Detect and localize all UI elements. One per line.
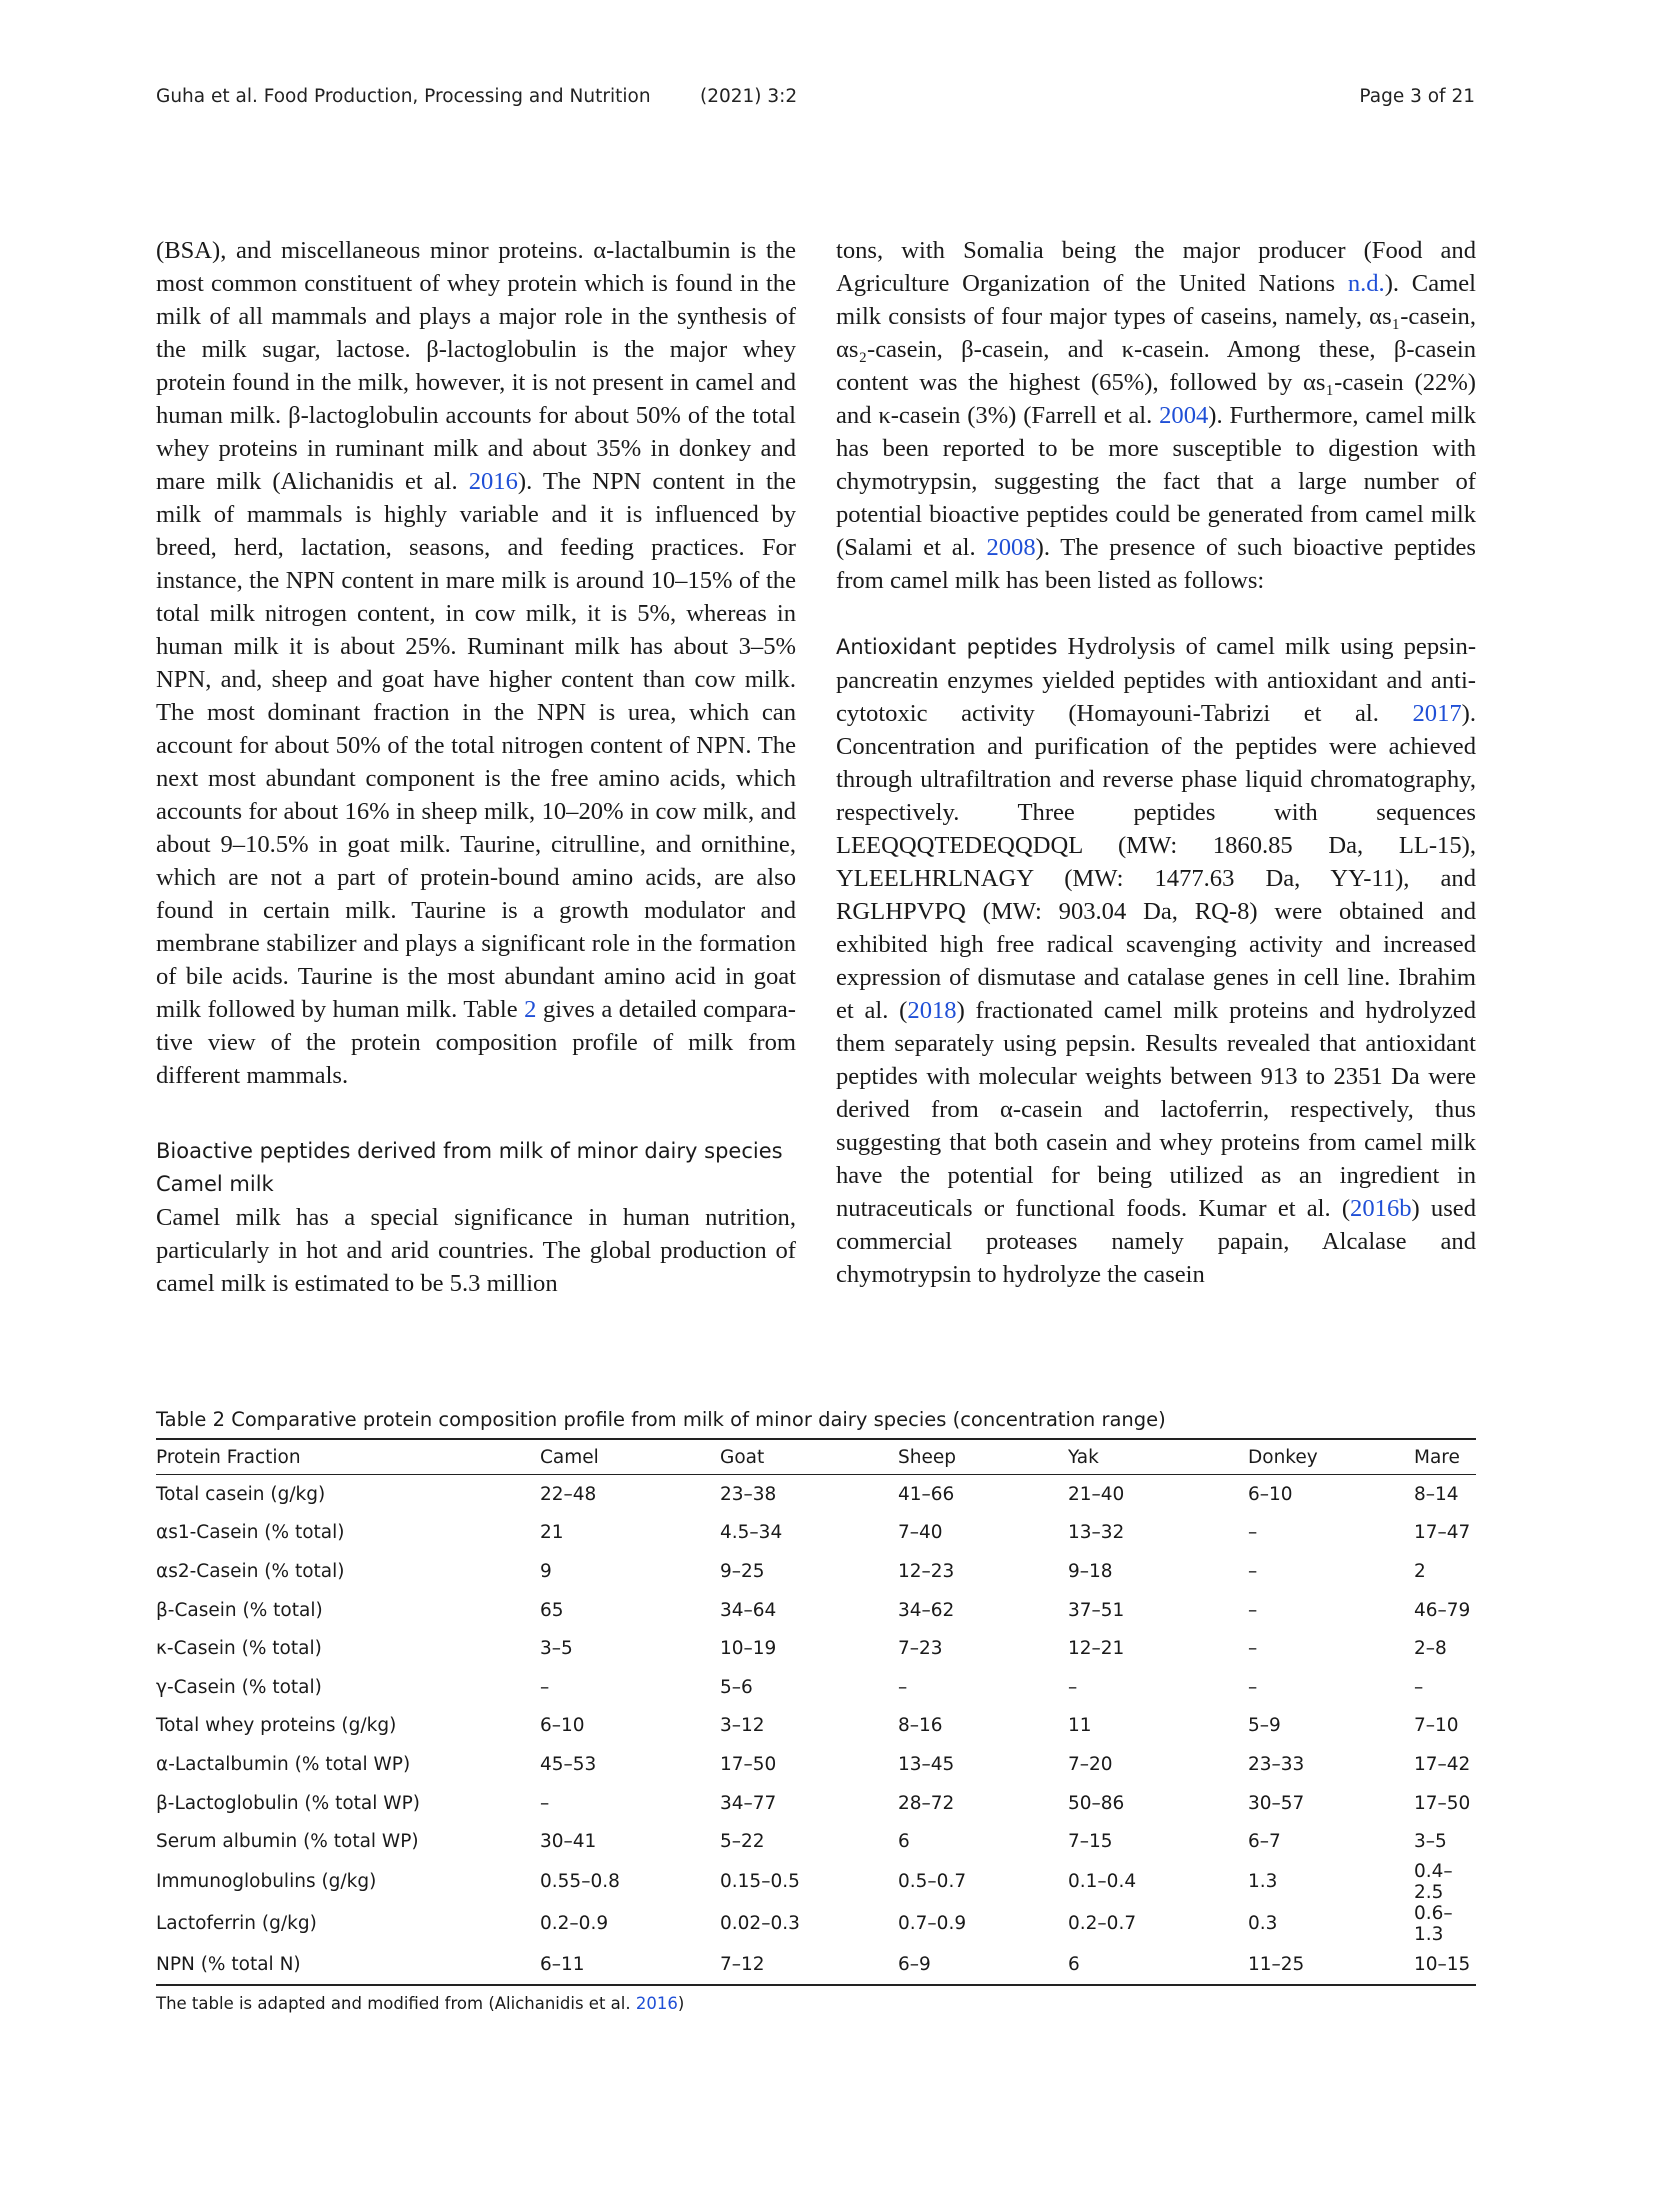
row-label-cell: β-Lactoglobulin (% total WP) [156,1792,420,1814]
value-cell: – [1248,1560,1258,1582]
column-header: Mare [1414,1439,1476,1475]
value-cell: 37–51 [1068,1599,1125,1621]
row-label-cell: Immunoglobulins (g/kg) [156,1871,377,1893]
table-row [156,1784,1476,1823]
citation-link[interactable]: 2004 [1159,402,1209,429]
value-cell: 6–9 [898,1953,931,1975]
value-cell: 34–64 [720,1599,777,1621]
value-cell: 0.02–0.3 [720,1913,800,1935]
value-cell: – [1068,1676,1078,1698]
value-cell: 34–62 [898,1599,955,1621]
value-cell: 50–86 [1068,1792,1125,1814]
protein-composition-table [156,1438,1476,1986]
row-label-cell: β-Casein (% total) [156,1599,323,1621]
value-cell: 17–50 [720,1753,777,1775]
value-cell: 11–25 [1248,1953,1305,1975]
page-header [156,86,1475,114]
value-cell: 13–32 [1068,1522,1125,1544]
value-cell: 45–53 [540,1753,597,1775]
row-label-cell: κ-Casein (% total) [156,1638,322,1660]
table-row [156,1552,1476,1591]
value-cell: 23–38 [720,1483,777,1505]
citation-link[interactable]: 2017 [1412,700,1462,727]
table-2 [156,1406,1476,2013]
table-row [156,1591,1476,1630]
value-cell: 3–12 [720,1715,765,1737]
value-cell: 17–47 [1414,1522,1471,1544]
value-cell: 0.2–0.7 [1068,1913,1137,1935]
value-cell: 6–7 [1248,1831,1281,1853]
value-cell: 11 [1068,1715,1092,1737]
table-caption: Table 2 Comparative protein composition profile from milk of minor dairy species (concentration range) [156,1408,1166,1431]
row-label-cell: γ-Casein (% total) [156,1676,322,1698]
value-cell: 23–33 [1248,1753,1305,1775]
subsection-heading: Camel milk [156,1172,274,1196]
column-header: Donkey [1248,1439,1414,1475]
value-cell: – [1248,1638,1258,1660]
value-cell: 9–25 [720,1560,765,1582]
value-cell: 0.15–0.5 [720,1871,800,1893]
value-cell: 0.5–0.7 [898,1871,967,1893]
column-header: Goat [720,1439,898,1475]
value-cell: 12–21 [1068,1638,1125,1660]
row-label-cell: NPN (% total N) [156,1953,301,1975]
citation-link[interactable]: 2016 [468,468,518,495]
row-label-cell: Total casein (g/kg) [156,1483,326,1505]
citation-link[interactable]: 2008 [986,534,1036,561]
row-label-cell: αs2-Casein (% total) [156,1560,345,1582]
column-header: Sheep [898,1439,1068,1475]
value-cell: 5–6 [720,1676,753,1698]
table-row [156,1945,1476,1985]
row-label-cell: Lactoferrin (g/kg) [156,1913,317,1935]
value-cell: 8–14 [1414,1483,1459,1505]
journal-year: (2021) 3:2 [700,86,798,107]
value-cell: 2 [1414,1560,1426,1582]
table-row [156,1903,1476,1945]
value-cell: 4.5–34 [720,1522,783,1544]
value-cell: 0.2–0.9 [540,1913,609,1935]
value-cell: 7–10 [1414,1715,1459,1737]
value-cell: 28–72 [898,1792,955,1814]
row-label-cell: α-Lactalbumin (% total WP) [156,1753,411,1775]
value-cell: 10–15 [1414,1953,1471,1975]
value-cell: 0.6–1.3 [1414,1902,1453,1945]
value-cell: 0.55–0.8 [540,1871,620,1893]
paragraph-camel-milk: Camel milk has a special significance in human nutrition, particularly in hot and arid countries. The global production of camel milk is estimated to be 5.3 million [156,1204,796,1297]
row-label-cell: Serum albumin (% total WP) [156,1831,419,1853]
value-cell: 2–8 [1414,1638,1447,1660]
citation-link[interactable]: 2018 [907,997,957,1024]
value-cell: – [1248,1599,1258,1621]
value-cell: 0.4–2.5 [1414,1860,1453,1903]
table-row [156,1475,1476,1514]
value-cell: 65 [540,1599,564,1621]
value-cell: – [540,1676,550,1698]
table-body [156,1475,1476,1985]
value-cell: 0.1–0.4 [1068,1871,1137,1893]
value-cell: 7–20 [1068,1753,1113,1775]
value-cell: 41–66 [898,1483,955,1505]
column-header: Yak [1068,1439,1248,1475]
row-label-cell: Total whey proteins (g/kg) [156,1715,397,1737]
value-cell: 30–57 [1248,1792,1305,1814]
value-cell: 6–10 [540,1715,585,1737]
value-cell: 10–19 [720,1638,777,1660]
value-cell: 13–45 [898,1753,955,1775]
right-column [836,234,1476,1291]
value-cell: 6–10 [1248,1483,1293,1505]
value-cell: 17–50 [1414,1792,1471,1814]
table-footnote: The table is adapted and modified from (Alichanidis et al. 2016) [156,1993,685,2013]
value-cell: 21–40 [1068,1483,1125,1505]
value-cell: 12–23 [898,1560,955,1582]
value-cell: 7–15 [1068,1831,1113,1853]
citation-link[interactable]: 2016 [635,1993,678,2013]
table-row [156,1745,1476,1784]
value-cell: 0.7–0.9 [898,1913,967,1935]
value-cell: 6 [1068,1953,1080,1975]
value-cell: 22–48 [540,1483,597,1505]
paragraph-antioxidant-peptides: Antioxidant peptides Hydrolysis of camel milk using pepsin-pancreatin enzymes yielded peptides with antioxidant and anti-cytotoxic activity (Homayouni-Tabrizi et al. 2017). Concentration and purification of the peptides were achieved through ultrafiltration and reverse phase liquid chromatography, respectively. Three peptides with sequences LEEQQQTEDEQQDQL (MW: 1860.85 Da, LL-15), YLEELHRLNAGY (MW: 1477.63 Da, YY-11), and RGLHPVPQ (MW: 903.04 Da, RQ-8) were obtained and exhibited high free radical scavenging activity and increased expression of dismutase and catalase genes in cell line. Ibrahim et al. (2018) fractionated camel milk proteins and hydrolyzed them separately using pepsin. Results revealed that antioxidant peptides with molecular weights between 913 to 2351 Da were derived from α-casein and lactoferrin, respectively, thus suggesting that both casein and whey proteins from camel milk have the potential for being utilized as an ingredient in nutraceuticals or functional foods. Kumar et al. (2016b) used commercial proteases namely papain, Alcalase and chymotrypsin to hydrolyze the casein [836,633,1477,1288]
citation-link[interactable]: n.d. [1347,270,1385,297]
value-cell: – [1248,1676,1258,1698]
value-cell: – [540,1792,550,1814]
value-cell: 46–79 [1414,1599,1471,1621]
section-heading: Bioactive peptides derived from milk of minor dairy species [156,1139,783,1163]
table-ref-link[interactable]: 2 [524,996,537,1023]
value-cell: – [1248,1522,1258,1544]
table-row [156,1629,1476,1668]
value-cell: 17–42 [1414,1753,1471,1775]
value-cell: 5–9 [1248,1715,1281,1737]
value-cell: 3–5 [1414,1831,1447,1853]
value-cell: 1.3 [1248,1871,1278,1893]
value-cell: 8–16 [898,1715,943,1737]
citation-link[interactable]: 2016b [1350,1195,1412,1222]
value-cell: 3–5 [540,1638,573,1660]
table-row [156,1514,1476,1553]
value-cell: 6 [898,1831,910,1853]
run-in-heading: Antioxidant peptides [836,635,1058,659]
value-cell: 7–12 [720,1953,765,1975]
table-row [156,1822,1476,1861]
table-header-row [156,1439,1476,1475]
value-cell: 5–22 [720,1831,765,1853]
paragraph-camel-caseins: tons, with Somalia being the major producer (Food and Agriculture Organization of the United Nations n.d.). Camel milk consists of four major types of caseins, namely, αs₁-casein, αs₂-casein, β-casein, and κ-casein. Among these, β-casein content was the highest (65%), followed by αs₁-casein (22%) and κ-casein (3%) (Farrell et al. 2004). Furthermore, camel milk has been reported to be more susceptible to digestion with chymotrypsin, suggesting the fact that a large number of potential bioactive peptides could be generated from camel milk (Salami et al. 2008). The presence of such bioactive peptides from camel milk has been listed as follows: [836,237,1477,594]
row-label-cell: αs1-Casein (% total) [156,1522,345,1544]
column-header: Protein Fraction [156,1439,540,1475]
page-number: Page 3 of 21 [1359,86,1475,107]
value-cell: 30–41 [540,1831,597,1853]
paragraph-protein-npn: (BSA), and miscellaneous minor proteins. α-lactalbumin is the most common constituent of whey protein which is found in the milk of all mammals and plays a major role in the synthesis of the milk sugar, lactose. β-lactoglobulin is the major whey protein found in the milk, however, it is not present in camel and human milk. β-lactoglobulin accounts for about 50% of the total whey proteins in ruminant milk and about 35% in donkey and mare milk (Alichanidis et al. 2016). The NPN content in the milk of mammals is highly variable and it is influenced by breed, herd, lactation, seasons, and feeding practices. For instance, the NPN content in mare milk is around 10–15% of the total milk nitrogen content, in cow milk, it is 5%, whereas in human milk it is about 25%. Ruminant milk has about 3–5% NPN, and, sheep and goat have higher content than cow milk. The most dominant fraction in the NPN is urea, which can account for about 50% of the total nitrogen content of NPN. The next most abundant component is the free amino acids, which accounts for about 16% in sheep milk, 10–20% in cow milk, and about 9–10.5% in goat milk. Taurine, citrulline, and ornithine, which are not a part of protein-bound amino acids, are also found in certain milk. Taurine is a growth modulator and membrane stabilizer and plays a significant role in the formation of bile acids. Taurine is the most abundant amino acid in goat milk followed by human milk. Table 2 gives a detailed comparative view of the protein composition profile of milk from different mammals. [156,237,796,1089]
value-cell: 0.3 [1248,1913,1278,1935]
value-cell: – [1414,1676,1424,1698]
left-column [156,234,796,1300]
value-cell: – [898,1676,908,1698]
column-header: Camel [540,1439,720,1475]
value-cell: 34–77 [720,1792,777,1814]
value-cell: 7–23 [898,1638,943,1660]
table-row [156,1668,1476,1707]
value-cell: 9 [540,1560,552,1582]
value-cell: 7–40 [898,1522,943,1544]
value-cell: 21 [540,1522,564,1544]
value-cell: 9–18 [1068,1560,1113,1582]
journal-citation: Guha et al. Food Production, Processing and Nutrition [156,86,651,107]
table-row [156,1861,1476,1903]
table-row [156,1707,1476,1746]
value-cell: 6–11 [540,1953,585,1975]
